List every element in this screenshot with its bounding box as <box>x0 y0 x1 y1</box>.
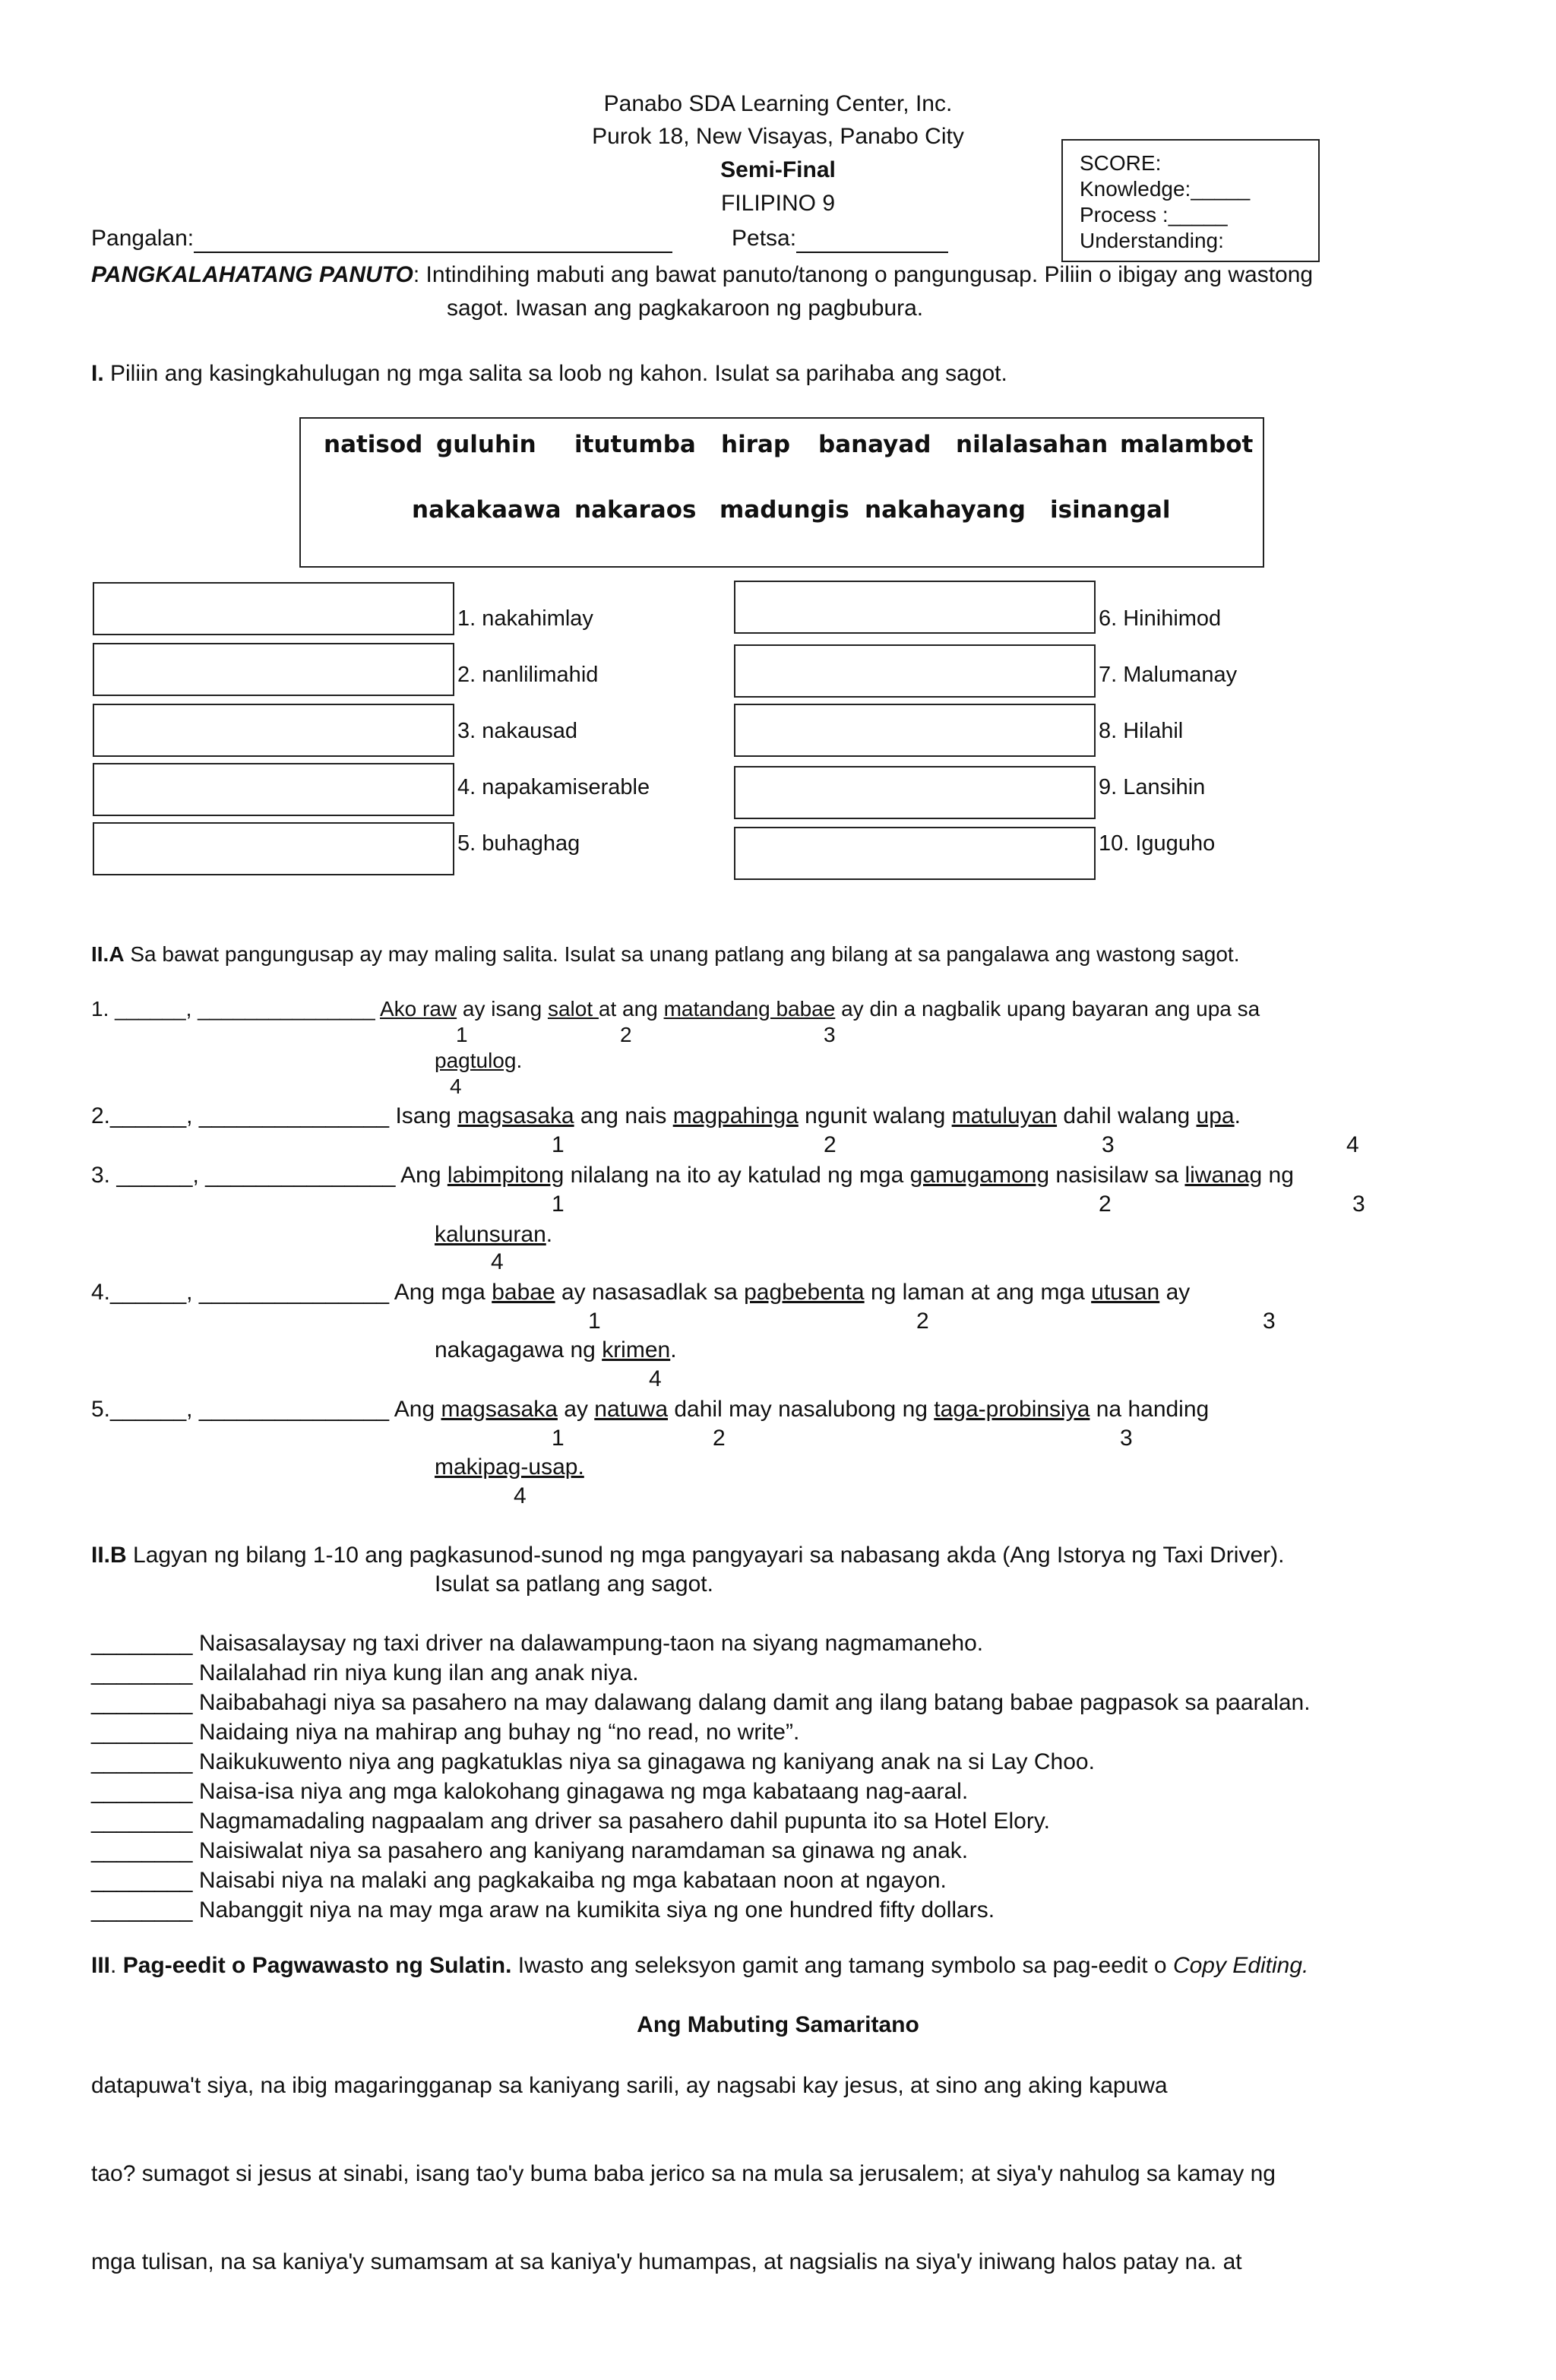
answer-box-5[interactable] <box>93 822 454 875</box>
error-word: pagtulog <box>435 1049 517 1072</box>
error-word: natuwa <box>594 1397 669 1422</box>
word-index: 4 <box>514 1483 527 1508</box>
part2b-label: II.B <box>91 1543 127 1568</box>
name-field[interactable] <box>91 226 672 253</box>
blank-number[interactable]: ______ <box>116 1163 193 1188</box>
answer-box-8[interactable] <box>734 704 1096 757</box>
sentence-text: ng laman at ang mga <box>864 1280 1092 1305</box>
part2a-text: Sa bawat pangungusap ay may maling salita. Isulat sa unang patlang ang bilang at sa pangalawa ang wastong sagot. <box>124 942 1240 966</box>
blank-answer[interactable]: _______________ <box>198 1103 390 1128</box>
sentence-text: at ang <box>598 997 664 1021</box>
blank-number[interactable]: ______ <box>110 1397 187 1422</box>
answer-box-6[interactable] <box>734 581 1096 634</box>
part3-dot: . <box>110 1953 117 1978</box>
sentence-4-cont <box>435 1337 677 1363</box>
item-label: 7. Malumanay <box>1099 663 1238 687</box>
story-line: mga tulisan, na sa kaniya'y sumamsam at sa kaniya'y humampas, at nagsialis na siya'y iniwang halos patay na. at <box>91 2249 1242 2274</box>
item-label: 8. Hilahil <box>1099 719 1184 743</box>
sentence-number: 5. <box>91 1397 111 1422</box>
error-word: taga-probinsiya <box>934 1397 1090 1422</box>
sentence-text: ngunit walang <box>798 1103 952 1128</box>
answer-box-4[interactable] <box>93 763 454 816</box>
part2b-heading <box>91 1543 1284 1568</box>
sequence-text: Naisiwalat niya sa pasahero ang kaniyang naramdaman sa ginawa ng anak. <box>198 1838 969 1863</box>
word-index: 2 <box>824 1132 837 1157</box>
sentence-text: ay <box>557 1397 595 1422</box>
sentence-5-cont <box>435 1454 584 1480</box>
sequence-item <box>91 1779 968 1805</box>
sentence-number: 1. <box>91 997 109 1021</box>
word-bank-item: natisod <box>324 431 423 458</box>
sequence-text: Nabanggit niya na may mga araw na kumikita siya ng one hundred fifty dollars. <box>198 1897 995 1923</box>
word-index: 4 <box>1346 1132 1359 1157</box>
sentence-3-cont <box>435 1222 552 1248</box>
sentence-number: 2. <box>91 1103 111 1128</box>
sequence-item <box>91 1720 799 1745</box>
word-bank-item: itutumba <box>574 431 696 458</box>
part1-heading <box>91 361 1007 387</box>
word-index: 2 <box>713 1426 726 1451</box>
word-index: 3 <box>1102 1132 1115 1157</box>
answer-box-3[interactable] <box>93 704 454 757</box>
word-index: 1 <box>552 1426 565 1451</box>
sequence-item <box>91 1838 968 1864</box>
sentence-text: nilalang na ito ay katulad ng mga <box>564 1163 910 1188</box>
sentence-text: ay <box>1159 1280 1191 1305</box>
general-instructions <box>91 262 1313 288</box>
sentence-text: nasisilaw sa <box>1049 1163 1185 1188</box>
instructions-text: : Intindihing mabuti ang bawat panuto/tanong o pangungusap. Piliin o ibigay ang wastong <box>413 262 1314 287</box>
school-name: Panabo SDA Learning Center, Inc. <box>603 91 953 116</box>
sentence-text: Ang mga <box>394 1280 492 1305</box>
part3-label: III <box>91 1953 111 1978</box>
word-index: 1 <box>456 1023 468 1046</box>
word-index: 3 <box>824 1023 836 1046</box>
date-label: Petsa: <box>732 226 797 251</box>
sequence-blank[interactable]: ________ <box>91 1720 193 1745</box>
subject-title: FILIPINO 9 <box>720 191 836 216</box>
word-index: 4 <box>491 1249 504 1274</box>
sequence-blank[interactable]: ________ <box>91 1631 193 1656</box>
error-word: liwanag <box>1184 1163 1263 1188</box>
score-title: SCORE: <box>1080 151 1162 175</box>
sequence-item <box>91 1631 983 1657</box>
word-index: 3 <box>1352 1192 1365 1217</box>
blank-number[interactable]: ______ <box>110 1103 187 1128</box>
error-word: kalunsuran <box>435 1222 546 1247</box>
sequence-blank[interactable]: ________ <box>91 1779 193 1804</box>
error-word: babae <box>492 1280 555 1305</box>
sequence-text: Naibabahagi niya sa pasahero na may dalawang dalang damit ang ilang batang babae pagpasok sa paaralan. <box>198 1690 1311 1715</box>
part3-heading <box>91 1953 1308 1979</box>
part2a-heading <box>91 942 1239 967</box>
word-index: 4 <box>649 1366 662 1391</box>
sequence-blank[interactable]: ________ <box>91 1660 193 1685</box>
part2b-text-line2: Isulat sa patlang ang sagot. <box>435 1571 713 1597</box>
sequence-item <box>91 1749 1095 1775</box>
part1-text: Piliin ang kasingkahulugan ng mga salita sa loob ng kahon. Isulat sa parihaba ang sagot. <box>103 361 1007 386</box>
sequence-text: Naidaing niya na mahirap ang buhay ng “no read, no write”. <box>198 1720 800 1745</box>
score-knowledge: Knowledge:_____ <box>1080 177 1251 201</box>
sentence-text: ay isang <box>457 997 548 1021</box>
word-bank-item: guluhin <box>436 431 536 458</box>
sentence-text: Ang <box>400 1163 448 1188</box>
sentence-5: 5.______, _______________ Ang magsasaka ay natuwa dahil may nasalubong ng taga-probinsiya na handing <box>91 1397 1210 1422</box>
sentence-text: ang nais <box>574 1103 673 1128</box>
exam-title: Semi-Final <box>720 157 836 182</box>
story-line: datapuwa't siya, na ibig magaringganap sa kaniyang sarili, ay nagsabi kay jesus, at sino ang aking kapuwa <box>91 2073 1168 2098</box>
item-label: 2. nanlilimahid <box>457 663 599 687</box>
score-understanding: Understanding: <box>1080 229 1224 252</box>
error-word: matandang babae <box>663 997 836 1021</box>
sentence-number: 3. <box>91 1163 111 1188</box>
word-bank-item: hirap <box>721 431 791 458</box>
score-box <box>1061 139 1320 262</box>
error-word: labimpitong <box>447 1163 565 1188</box>
word-bank-box <box>299 417 1264 568</box>
sentence-text: . <box>1234 1103 1241 1128</box>
sequence-blank[interactable]: ________ <box>91 1809 193 1834</box>
item-label: 3. nakausad <box>457 719 578 743</box>
sequence-text: Naisasalaysay ng taxi driver na dalawampung-taon na siyang nagmamaneho. <box>198 1631 984 1656</box>
blank-answer[interactable]: _______________ <box>198 997 375 1021</box>
sequence-item <box>91 1660 639 1686</box>
word-index: 3 <box>1120 1426 1133 1451</box>
part3-italic: Copy Editing. <box>1172 1953 1309 1978</box>
error-word: magsasaka <box>457 1103 574 1128</box>
date-field[interactable] <box>732 226 948 253</box>
answer-box-1[interactable] <box>93 582 454 635</box>
word-index: 2 <box>916 1309 929 1334</box>
word-index: 4 <box>450 1074 462 1098</box>
sentence-1: 1. ______, _______________ Ako raw ay isang salot at ang matandang babae ay din a nagbalik upang bayaran ang upa sa <box>91 997 1260 1021</box>
error-word: salot <box>547 997 599 1021</box>
score-process: Process :_____ <box>1080 203 1228 226</box>
sequence-blank[interactable]: ________ <box>91 1690 193 1715</box>
sentence-text: nakagagawa ng <box>435 1337 602 1362</box>
sentence-number: 4. <box>91 1280 111 1305</box>
error-word: magpahinga <box>672 1103 799 1128</box>
sequence-item <box>91 1690 1311 1716</box>
sentence-text: . <box>670 1337 677 1362</box>
item-label: 5. buhaghag <box>457 831 580 856</box>
sequence-text: Naisa-isa niya ang mga kalokohang ginagawa ng mga kabataang nag-aaral. <box>198 1779 969 1804</box>
sentence-text: Ang <box>394 1397 441 1422</box>
sentence-text: dahil may nasalubong ng <box>668 1397 935 1422</box>
error-word: magsasaka <box>441 1397 558 1422</box>
part2b-text: Lagyan ng bilang 1-10 ang pagkasunod-sunod ng mga pangyayari sa nabasang akda (Ang Istorya ng Taxi Driver). <box>126 1543 1285 1568</box>
answer-box-10[interactable] <box>734 827 1096 880</box>
sentence-text: ay din a nagbalik upang bayaran ang upa sa <box>835 997 1260 1021</box>
name-label: Pangalan: <box>91 226 194 251</box>
word-bank-item: malambot <box>1120 431 1254 458</box>
word-index: 1 <box>552 1132 565 1157</box>
word-bank-item: nakahayang <box>865 496 1026 524</box>
story-line: tao? sumagot si jesus at sinabi, isang tao'y buma baba jerico sa na mula sa jerusalem; at siya'y nahulog sa kamay ng <box>91 2161 1276 2186</box>
answer-box-9[interactable] <box>734 766 1096 819</box>
error-word: makipag-usap. <box>435 1454 584 1480</box>
sequence-item <box>91 1868 947 1894</box>
sequence-text: Nailalahad rin niya kung ilan ang anak niya. <box>198 1660 639 1685</box>
sentence-text: Isang <box>395 1103 458 1128</box>
part1-label: I. <box>91 361 104 386</box>
sentence-text: na handing <box>1090 1397 1210 1422</box>
sentence-3: 3. ______, _______________ Ang labimpitong nilalang na ito ay katulad ng mga gamugamong nasisilaw sa liwanag ng <box>91 1163 1294 1188</box>
sequence-item <box>91 1897 995 1923</box>
sentence-1-cont <box>435 1049 522 1073</box>
sequence-blank[interactable]: ________ <box>91 1749 193 1774</box>
sentence-text: . <box>516 1049 523 1072</box>
item-label: 1. nakahimlay <box>457 606 593 631</box>
school-address: Purok 18, New Visayas, Panabo City <box>592 124 964 149</box>
word-bank-item: nakaraos <box>574 496 697 524</box>
story-title: Ang Mabuting Samaritano <box>637 2012 919 2037</box>
word-bank-item: nilalasahan <box>956 431 1108 458</box>
sequence-blank[interactable]: ________ <box>91 1897 193 1923</box>
blank-number[interactable]: ______ <box>110 1280 187 1305</box>
word-index: 3 <box>1263 1309 1276 1334</box>
word-index: 1 <box>552 1192 565 1217</box>
blank-answer[interactable]: _______________ <box>198 1280 390 1305</box>
answer-box-7[interactable] <box>734 644 1096 698</box>
word-bank-item: banayad <box>818 431 931 458</box>
instructions-text-line2: sagot. Iwasan ang pagkakaroon ng pagbubura. <box>447 296 924 321</box>
word-bank-item: nakakaawa <box>412 496 561 524</box>
sentence-4: 4.______, _______________ Ang mga babae ay nasasadlak sa pagbebenta ng laman at ang mga utusan ay <box>91 1280 1191 1305</box>
error-word: krimen <box>602 1337 671 1362</box>
answer-box-2[interactable] <box>93 643 454 696</box>
word-index: 1 <box>588 1309 601 1334</box>
error-word: Ako raw <box>379 997 457 1021</box>
sequence-item <box>91 1809 1050 1834</box>
sentence-text: dahil walang <box>1057 1103 1197 1128</box>
sentence-2: 2.______, _______________ Isang magsasaka ang nais magpahinga ngunit walang matuluyan dahil walang upa. <box>91 1103 1241 1128</box>
item-label: 9. Lansihin <box>1099 775 1206 799</box>
instructions-label: PANGKALAHATANG PANUTO <box>91 262 413 287</box>
item-label: 10. Iguguho <box>1099 831 1216 856</box>
item-label: 6. Hinihimod <box>1099 606 1222 631</box>
error-word: utusan <box>1091 1280 1160 1305</box>
part2a-label: II.A <box>91 942 125 966</box>
sequence-text: Nagmamadaling nagpaalam ang driver sa pasahero dahil pupunta ito sa Hotel Elory. <box>198 1809 1050 1834</box>
blank-number[interactable]: ______ <box>115 997 186 1021</box>
blank-answer[interactable]: _______________ <box>198 1397 390 1422</box>
part3-title: Pag-eedit o Pagwawasto ng Sulatin. <box>116 1953 512 1978</box>
part3-text: Iwasto ang seleksyon gamit ang tamang symbolo sa pag-eedit o <box>511 1953 1173 1978</box>
error-word: matuluyan <box>951 1103 1058 1128</box>
sequence-blank[interactable]: ________ <box>91 1838 193 1863</box>
word-index: 2 <box>1099 1192 1112 1217</box>
sequence-blank[interactable]: ________ <box>91 1868 193 1893</box>
word-bank-item: madungis <box>719 496 849 524</box>
sentence-text: ay nasasadlak sa <box>555 1280 745 1305</box>
sentence-text: . <box>546 1222 553 1247</box>
sequence-text: Naikukuwento niya ang pagkatuklas niya sa ginagawa ng kaniyang anak na si Lay Choo. <box>198 1749 1095 1774</box>
error-word: pagbebenta <box>744 1280 865 1305</box>
item-label: 4. napakamiserable <box>457 775 650 799</box>
blank-answer[interactable]: _______________ <box>205 1163 396 1188</box>
word-index: 2 <box>620 1023 632 1046</box>
word-bank-item: isinangal <box>1050 496 1171 524</box>
sequence-text: Naisabi niya na malaki ang pagkakaiba ng mga kabataan noon at ngayon. <box>198 1868 947 1893</box>
error-word: upa <box>1196 1103 1235 1128</box>
error-word: gamugamong <box>909 1163 1050 1188</box>
sentence-text: ng <box>1262 1163 1294 1188</box>
